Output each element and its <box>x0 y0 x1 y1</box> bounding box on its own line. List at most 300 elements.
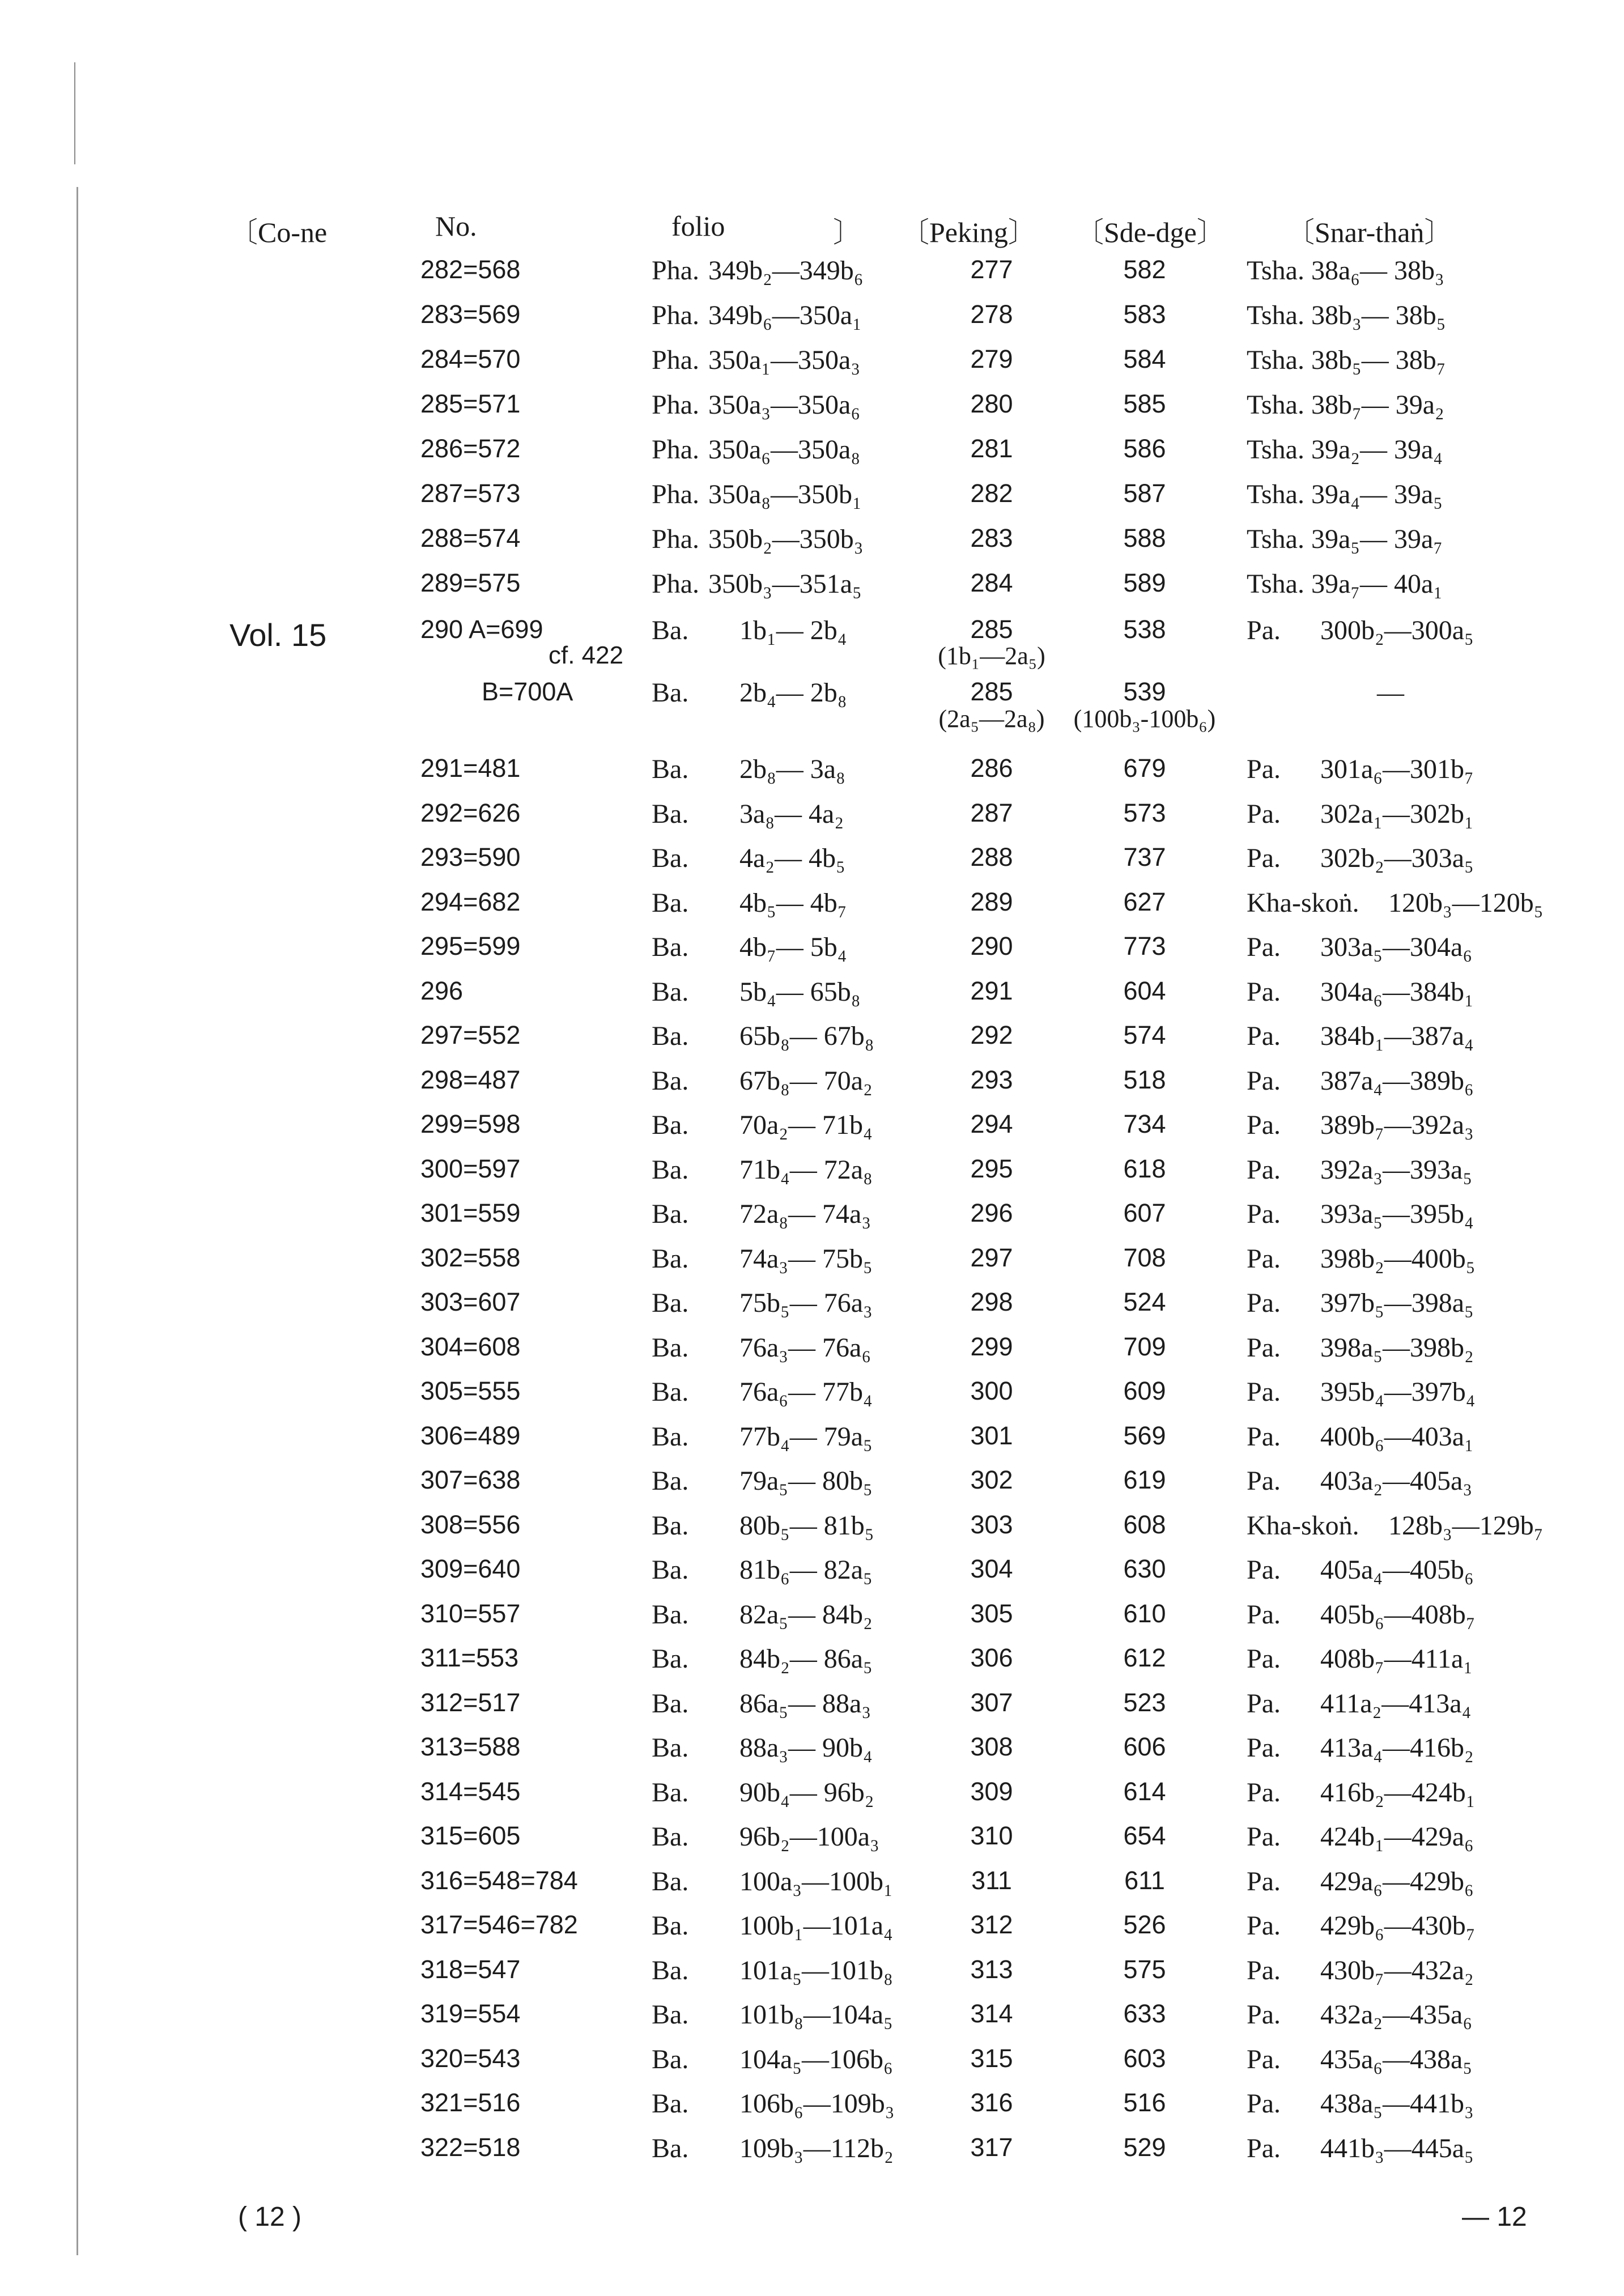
row-snar-prefix: Kha-skoṅ. <box>1247 1511 1359 1541</box>
row-folio: 67b₈— 70a₂ <box>739 1066 873 1096</box>
row-folio: 350b₃—351a₅ <box>708 569 862 599</box>
row-peking: 286 <box>970 754 1013 783</box>
row-snar-prefix: Pa. <box>1247 1066 1281 1096</box>
table-row <box>0 1109 1624 1155</box>
row-prefix: Ba. <box>652 1511 689 1541</box>
row-folio: 101a₅—101b₈ <box>739 1955 893 1985</box>
row-snar-prefix: Pa. <box>1247 1644 1281 1674</box>
row-no: 313=588 <box>420 1732 521 1761</box>
row-prefix: Ba. <box>652 2133 689 2163</box>
row-no: 286=572 <box>420 434 521 463</box>
volume-label: Vol. 15 <box>229 617 327 653</box>
table-row <box>0 434 1624 479</box>
row-no: 307=638 <box>420 1465 521 1494</box>
row-snar: Tsha. 39a₄— 39a₅ <box>1247 479 1443 509</box>
row-sdedge: 608 <box>1123 1510 1166 1539</box>
row-peking: 280 <box>970 389 1013 418</box>
row-sdedge: 584 <box>1123 345 1166 373</box>
row-peking: 297 <box>970 1243 1013 1272</box>
row-snar: 405b₆—408b₇ <box>1320 1600 1476 1630</box>
row-folio: 90b₄— 96b₂ <box>739 1778 874 1808</box>
row-sdedge: 538 <box>1123 615 1166 644</box>
row-snar: 300b₂—300a₅ <box>1320 615 1474 645</box>
table-row <box>0 1554 1624 1600</box>
row-sdedge: 585 <box>1123 389 1166 418</box>
row-peking: 285 <box>970 615 1013 644</box>
row-peking: 282 <box>970 479 1013 508</box>
row-snar: 395b₄—397b₄ <box>1320 1377 1476 1407</box>
row-folio: 350a₈—350b₁ <box>708 479 862 509</box>
row-peking: 301 <box>970 1421 1013 1450</box>
row-snar: 120b₃—120b₅ <box>1388 888 1544 918</box>
row-peking: 304 <box>970 1554 1013 1583</box>
row-snar-prefix: Pa. <box>1247 754 1281 784</box>
row-no: 289=575 <box>420 568 521 597</box>
row-folio: 76a₆— 77b₄ <box>739 1377 873 1407</box>
row-peking: 293 <box>970 1065 1013 1094</box>
row-snar: 397b₅—398a₅ <box>1320 1288 1474 1318</box>
table-row <box>0 345 1624 390</box>
row-folio: 81b₆— 82a₅ <box>739 1555 873 1585</box>
row-peking: 312 <box>970 1910 1013 1939</box>
row-folio: 75b₅— 76a₃ <box>739 1288 873 1318</box>
table-row <box>0 255 1624 300</box>
row-prefix: Ba. <box>652 1110 689 1140</box>
row-snar: — <box>1377 678 1404 708</box>
row-snar: Tsha. 38b₇— 39a₂ <box>1247 390 1444 420</box>
row-prefix: Ba. <box>652 888 689 918</box>
row-folio: 349b₂—349b₆ <box>708 256 864 286</box>
table-row <box>0 1465 1624 1511</box>
row-snar-prefix: Pa. <box>1247 1199 1281 1229</box>
table-row <box>0 300 1624 345</box>
row-snar-prefix: Pa. <box>1247 1333 1281 1363</box>
row-no: 309=640 <box>420 1554 521 1583</box>
row-sdedge: 633 <box>1123 1999 1166 2028</box>
table-row <box>0 568 1624 614</box>
row-prefix: Ba. <box>652 1733 689 1763</box>
table-row <box>0 1866 1624 1911</box>
row-sdedge: 575 <box>1123 1955 1166 1984</box>
row-snar-prefix: Pa. <box>1247 1955 1281 1985</box>
row-snar: 393a₅—395b₄ <box>1320 1199 1474 1229</box>
row-snar-prefix: Pa. <box>1247 1466 1281 1496</box>
row-sdedge: 607 <box>1123 1198 1166 1227</box>
row-peking: 278 <box>970 300 1013 329</box>
row-snar: 416b₂—424b₁ <box>1320 1778 1476 1808</box>
row-sdedge: 734 <box>1123 1109 1166 1138</box>
row-prefix: Ba. <box>652 1778 689 1808</box>
row-snar: 430b₇—432a₂ <box>1320 1955 1474 1985</box>
row-folio: 2b₄— 2b₈ <box>739 678 847 708</box>
row-folio: 72a₈— 74a₃ <box>739 1199 871 1229</box>
row-snar-prefix: Pa. <box>1247 932 1281 962</box>
row-sdedge: 529 <box>1123 2133 1166 2162</box>
row-no: 320=543 <box>420 2044 521 2073</box>
table-row <box>0 754 1624 799</box>
row-prefix: Ba. <box>652 1689 689 1719</box>
table-row <box>0 932 1624 977</box>
row-sdedge: 618 <box>1123 1154 1166 1183</box>
header-cone: 〔Co-ne <box>229 216 328 248</box>
row-no: 317=546=782 <box>420 1910 578 1939</box>
row-snar: 398b₂—400b₅ <box>1320 1244 1476 1274</box>
row-sdedge: 539 <box>1123 677 1166 706</box>
row-sdedge: 737 <box>1123 843 1166 871</box>
header-peking: 〔Peking〕 <box>901 216 1036 248</box>
row-sdedge: 569 <box>1123 1421 1166 1450</box>
row-prefix: Ba. <box>652 1199 689 1229</box>
row-peking: 307 <box>970 1688 1013 1717</box>
row-folio: 100b₁—101a₄ <box>739 1911 893 1941</box>
row-prefix: Ba. <box>652 678 689 708</box>
row-snar: 411a₂—413a₄ <box>1320 1689 1472 1719</box>
row-no: 311=553 <box>420 1643 519 1672</box>
row-peking: 308 <box>970 1732 1013 1761</box>
row-snar-prefix: Pa. <box>1247 799 1281 829</box>
row-snar: 387a₄—389b₆ <box>1320 1066 1474 1096</box>
row-snar-prefix: Pa. <box>1247 1689 1281 1719</box>
row-sdedge: 604 <box>1123 976 1166 1005</box>
header-snarthan: 〔Snar-thaṅ〕 <box>1286 216 1453 248</box>
row-no: B=700A <box>482 677 573 706</box>
row-peking: 292 <box>970 1021 1013 1049</box>
header-folio: folio <box>671 210 725 242</box>
row-prefix: Ba. <box>652 1600 689 1630</box>
row-snar: 392a₃—393a₅ <box>1320 1155 1473 1185</box>
table-row <box>0 1910 1624 1955</box>
row-sdedge: 609 <box>1123 1376 1166 1405</box>
row-folio: 4b₇— 5b₄ <box>739 932 847 962</box>
table-row <box>0 1688 1624 1733</box>
row-folio: 100a₃—100b₁ <box>739 1866 893 1897</box>
row-folio: 79a₅— 80b₅ <box>739 1466 873 1496</box>
row-no: 283=569 <box>420 300 521 329</box>
table-row <box>0 1065 1624 1111</box>
row-snar-prefix: Pa. <box>1247 1110 1281 1140</box>
row-sdedge: 589 <box>1123 568 1166 597</box>
row-snar: Tsha. 39a₅— 39a₇ <box>1247 524 1443 554</box>
row-snar: 302b₂—303a₅ <box>1320 843 1474 873</box>
row-folio: 350b₂—350b₃ <box>708 524 864 554</box>
row-snar: 432a₂—435a₆ <box>1320 2000 1473 2030</box>
row-sdedge: 587 <box>1123 479 1166 508</box>
row-peking: 314 <box>970 1999 1013 2028</box>
table-row <box>0 1999 1624 2044</box>
row-prefix: Pha. <box>652 435 699 465</box>
row-snar-prefix: Pa. <box>1247 1377 1281 1407</box>
row-snar-prefix: Pa. <box>1247 1600 1281 1630</box>
row-folio: 109b₃—112b₂ <box>739 2133 894 2163</box>
row-prefix: Ba. <box>652 2044 689 2074</box>
table-row <box>0 1955 1624 2000</box>
row-snar: 435a₆—438a₅ <box>1320 2044 1473 2074</box>
row-folio: 350a₆—350a₈ <box>708 435 861 465</box>
row-290b-peking-range: (2a₅—2a₈) <box>938 705 1045 733</box>
row-folio: 350a₃—350a₆ <box>708 390 861 420</box>
row-snar-prefix: Pa. <box>1247 1244 1281 1274</box>
table-row-290a <box>0 615 1624 660</box>
row-folio: 71b₄— 72a₈ <box>739 1155 873 1185</box>
row-prefix: Ba. <box>652 2089 689 2119</box>
row-peking: 316 <box>970 2088 1013 2117</box>
row-no: 302=558 <box>420 1243 521 1272</box>
row-folio: 104a₅—106b₆ <box>739 2044 893 2074</box>
table-row <box>0 1599 1624 1644</box>
row-snar: 303a₅—304a₆ <box>1320 932 1473 962</box>
row-no: 284=570 <box>420 345 521 373</box>
row-no: 312=517 <box>420 1688 521 1717</box>
row-snar-prefix: Pa. <box>1247 615 1281 645</box>
row-prefix: Ba. <box>652 1422 689 1452</box>
row-snar: 400b₆—403a₁ <box>1320 1422 1474 1452</box>
row-prefix: Ba. <box>652 1066 689 1096</box>
row-sdedge: 603 <box>1123 2044 1166 2073</box>
header-no: No. <box>435 210 477 242</box>
row-peking: 290 <box>970 932 1013 960</box>
row-peking: 300 <box>970 1376 1013 1405</box>
row-no: 303=607 <box>420 1287 521 1316</box>
row-snar-prefix: Pa. <box>1247 1155 1281 1185</box>
table-row <box>0 1777 1624 1822</box>
row-snar: Tsha. 38b₃— 38b₅ <box>1247 300 1446 330</box>
row-sdedge: 612 <box>1123 1643 1166 1672</box>
row-folio: 350a₁—350a₃ <box>708 345 861 375</box>
row-snar-prefix: Pa. <box>1247 2133 1281 2163</box>
row-sdedge: 630 <box>1123 1554 1166 1583</box>
row-snar-prefix: Pa. <box>1247 1866 1281 1897</box>
row-no: 322=518 <box>420 2133 521 2162</box>
row-snar: Tsha. 39a₇— 40a₁ <box>1247 569 1443 599</box>
row-prefix: Ba. <box>652 615 689 645</box>
row-folio: 4b₅— 4b₇ <box>739 888 847 918</box>
table-row <box>0 2133 1624 2178</box>
row-snar: 302a₁—302b₁ <box>1320 799 1474 829</box>
header-sdedge: 〔Sde-dge〕 <box>1075 216 1225 248</box>
row-prefix: Ba. <box>652 1244 689 1274</box>
row-folio: 76a₃— 76a₆ <box>739 1333 871 1363</box>
table-row <box>0 1021 1624 1066</box>
row-folio: 65b₈— 67b₈ <box>739 1021 874 1051</box>
page-number-right: — 12 <box>1462 2202 1527 2232</box>
row-peking: 303 <box>970 1510 1013 1539</box>
row-no: 299=598 <box>420 1109 521 1138</box>
row-no: 306=489 <box>420 1421 521 1450</box>
row-sdedge: 573 <box>1123 798 1166 827</box>
row-snar-prefix: Pa. <box>1247 1733 1281 1763</box>
row-prefix: Ba. <box>652 843 689 873</box>
table-row <box>0 798 1624 844</box>
row-snar: 398a₅—398b₂ <box>1320 1333 1474 1363</box>
table-row-290b <box>0 677 1624 722</box>
row-folio: 1b₁— 2b₄ <box>739 615 847 645</box>
row-prefix: Pha. <box>652 345 699 375</box>
table-row <box>0 1643 1624 1689</box>
row-no: 301=559 <box>420 1198 521 1227</box>
row-snar-prefix: Pa. <box>1247 1288 1281 1318</box>
row-snar: 429a₆—429b₆ <box>1320 1866 1474 1897</box>
row-folio: 86a₅— 88a₃ <box>739 1689 871 1719</box>
row-snar-prefix: Pa. <box>1247 1911 1281 1941</box>
row-peking: 306 <box>970 1643 1013 1672</box>
row-peking: 315 <box>970 2044 1013 2073</box>
row-peking: 283 <box>970 524 1013 552</box>
row-prefix: Ba. <box>652 1911 689 1941</box>
row-folio: 88a₃— 90b₄ <box>739 1733 873 1763</box>
row-prefix: Ba. <box>652 1466 689 1496</box>
table-row <box>0 389 1624 435</box>
row-sdedge: 679 <box>1123 754 1166 783</box>
row-no: 319=554 <box>420 1999 521 2028</box>
row-prefix: Ba. <box>652 1644 689 1674</box>
row-no: 298=487 <box>420 1065 521 1094</box>
row-snar-prefix: Pa. <box>1247 1778 1281 1808</box>
row-sdedge: 586 <box>1123 434 1166 463</box>
row-no: 297=552 <box>420 1021 521 1049</box>
row-folio: 84b₂— 86a₅ <box>739 1644 873 1674</box>
row-sdedge: 610 <box>1123 1599 1166 1628</box>
table-row <box>0 1154 1624 1200</box>
row-peking: 287 <box>970 798 1013 827</box>
row-snar: 413a₄—416b₂ <box>1320 1733 1474 1763</box>
row-folio: 106b₆—109b₃ <box>739 2089 895 2119</box>
row-no: 321=516 <box>420 2088 521 2117</box>
row-prefix: Ba. <box>652 2000 689 2030</box>
row-folio: 101b₈—104a₅ <box>739 2000 893 2030</box>
row-snar: Tsha. 38b₅— 38b₇ <box>1247 345 1446 375</box>
row-no: 287=573 <box>420 479 521 508</box>
row-sdedge: 574 <box>1123 1021 1166 1049</box>
row-sdedge: 516 <box>1123 2088 1166 2117</box>
row-peking: 310 <box>970 1821 1013 1850</box>
row-peking: 277 <box>970 255 1013 284</box>
row-sdedge: 606 <box>1123 1732 1166 1761</box>
page-number-left: ( 12 ) <box>238 2202 302 2232</box>
row-snar: 441b₃—445a₅ <box>1320 2133 1474 2163</box>
row-snar-prefix: Pa. <box>1247 1422 1281 1452</box>
row-snar: 384b₁—387a₄ <box>1320 1021 1474 1051</box>
row-peking: 295 <box>970 1154 1013 1183</box>
row-peking: 302 <box>970 1465 1013 1494</box>
row-peking: 284 <box>970 568 1013 597</box>
table-row <box>0 1198 1624 1244</box>
row-snar-prefix: Pa. <box>1247 2089 1281 2119</box>
row-sdedge: 583 <box>1123 300 1166 329</box>
row-sdedge: 773 <box>1123 932 1166 960</box>
table-row <box>0 843 1624 888</box>
table-row <box>0 887 1624 933</box>
row-no: 316=548=784 <box>420 1866 578 1895</box>
row-snar: 304a₆—384b₁ <box>1320 977 1474 1007</box>
row-peking: 294 <box>970 1109 1013 1138</box>
row-peking: 288 <box>970 843 1013 871</box>
row-peking: 298 <box>970 1287 1013 1316</box>
row-snar-prefix: Pa. <box>1247 1555 1281 1585</box>
row-snar: 405a₄—405b₆ <box>1320 1555 1474 1585</box>
row-prefix: Ba. <box>652 1288 689 1318</box>
row-sdedge: 709 <box>1123 1332 1166 1361</box>
row-no: 285=571 <box>420 389 521 418</box>
row-snar: 438a₅—441b₃ <box>1320 2089 1474 2119</box>
row-peking: 296 <box>970 1198 1013 1227</box>
table-row <box>0 1376 1624 1422</box>
row-no: 315=605 <box>420 1821 521 1850</box>
row-no: 290 A=699 <box>420 615 543 644</box>
row-folio: 74a₃— 75b₅ <box>739 1244 873 1274</box>
row-prefix: Pha. <box>652 569 699 599</box>
row-peking: 285 <box>970 677 1013 706</box>
row-prefix: Ba. <box>652 754 689 784</box>
row-sdedge: 627 <box>1123 887 1166 916</box>
row-peking: 317 <box>970 2133 1013 2162</box>
table-row <box>0 1421 1624 1466</box>
table-row <box>0 1510 1624 1555</box>
row-folio: 82a₅— 84b₂ <box>739 1600 873 1630</box>
row-snar-prefix: Pa. <box>1247 977 1281 1007</box>
row-no: 304=608 <box>420 1332 521 1361</box>
row-folio: 70a₂— 71b₄ <box>739 1110 873 1140</box>
row-folio: 80b₅— 81b₅ <box>739 1511 874 1541</box>
row-sdedge: 619 <box>1123 1465 1166 1494</box>
row-snar-prefix: Pa. <box>1247 2044 1281 2074</box>
row-prefix: Ba. <box>652 932 689 962</box>
row-snar: 403a₂—405a₃ <box>1320 1466 1473 1496</box>
row-prefix: Ba. <box>652 1866 689 1897</box>
row-folio: 349b₆—350a₁ <box>708 300 862 330</box>
row-sdedge: 611 <box>1124 1866 1165 1895</box>
row-prefix: Ba. <box>652 1955 689 1985</box>
table-row <box>0 1821 1624 1866</box>
row-sdedge: 524 <box>1123 1287 1166 1316</box>
row-prefix: Pha. <box>652 256 699 286</box>
row-folio: 2b₈— 3a₈ <box>739 754 845 784</box>
row-peking: 305 <box>970 1599 1013 1628</box>
row-prefix: Pha. <box>652 479 699 509</box>
row-snar-prefix: Pa. <box>1247 2000 1281 2030</box>
table-row <box>0 479 1624 524</box>
row-peking: 279 <box>970 345 1013 373</box>
row-snar-prefix: Pa. <box>1247 1021 1281 1051</box>
row-prefix: Pha. <box>652 390 699 420</box>
row-no: 308=556 <box>420 1510 521 1539</box>
row-peking: 309 <box>970 1777 1013 1806</box>
row-peking: 313 <box>970 1955 1013 1984</box>
table-row <box>0 1243 1624 1289</box>
row-prefix: Pha. <box>652 300 699 330</box>
row-peking: 281 <box>970 434 1013 463</box>
row-folio: 4a₂— 4b₅ <box>739 843 845 873</box>
row-prefix: Ba. <box>652 977 689 1007</box>
row-snar: 424b₁—429a₆ <box>1320 1822 1474 1852</box>
row-snar: 429b₆—430b₇ <box>1320 1911 1476 1941</box>
row-folio: 77b₄— 79a₅ <box>739 1422 873 1452</box>
row-sdedge: 518 <box>1123 1065 1166 1094</box>
row-prefix: Ba. <box>652 1822 689 1852</box>
row-prefix: Ba. <box>652 1021 689 1051</box>
row-no: 295=599 <box>420 932 521 960</box>
row-snar: Tsha. 39a₂— 39a₄ <box>1247 435 1443 465</box>
row-folio: 96b₂—100a₃ <box>739 1822 879 1852</box>
row-no: 296 <box>420 976 464 1005</box>
row-sdedge: 523 <box>1123 1688 1166 1717</box>
row-prefix: Ba. <box>652 1377 689 1407</box>
row-snar-prefix: Kha-skoṅ. <box>1247 888 1359 918</box>
table-row <box>0 2044 1624 2089</box>
row-folio: 3a₈— 4a₂ <box>739 799 844 829</box>
row-sdedge: 708 <box>1123 1243 1166 1272</box>
row-290-crossref: cf. 422 <box>549 641 624 669</box>
row-no: 292=626 <box>420 798 521 827</box>
